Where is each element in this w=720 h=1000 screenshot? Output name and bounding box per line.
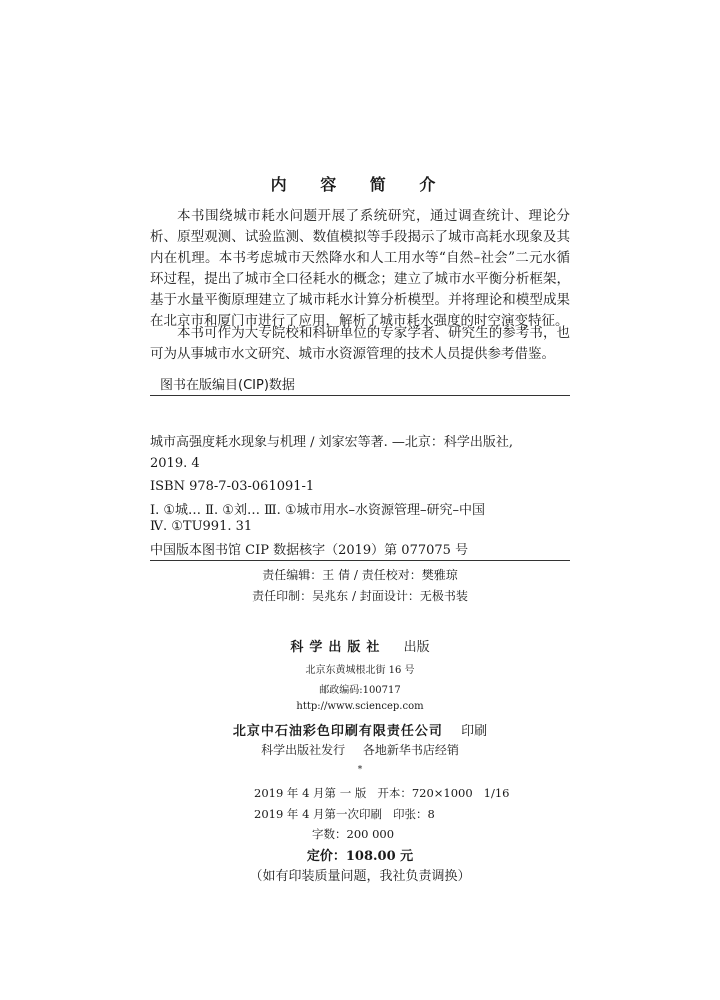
publisher-address: 北京东黄城根北街 16 号 (305, 665, 415, 676)
distribution-retailer: 各地新华书店经销 (362, 743, 459, 757)
printer-line (0, 720, 720, 739)
edition-line: 2019 年 4 月第 一 版 开本：720×1000 1/16 (254, 786, 510, 800)
distribution-issuer: 科学出版社发行 (261, 743, 346, 757)
credits-editors: 责任编辑：王 倩 / 责任校对：樊雅琼 (262, 568, 458, 582)
ornament-star: * (357, 765, 363, 775)
cip-title-text: 城市高强度耗水现象与机理 / 刘家宏等著. —北京：科学出版社, (150, 435, 514, 450)
publisher-website: http://www.sciencep.com (296, 701, 424, 712)
price-note: （如有印装质量问题，我社负责调换） (249, 869, 471, 884)
cip-record-number (150, 540, 570, 561)
publisher-line (0, 636, 720, 655)
distribution-line (0, 741, 720, 758)
cip-top-rule (150, 395, 570, 396)
summary-paragraph-2 (150, 323, 570, 365)
page-title: 内 容 简 介 (270, 175, 450, 194)
cip-date-text: 2019. 4 (150, 456, 200, 471)
cip-classification-2-text: Ⅳ. ①TU991. 31 (150, 519, 253, 534)
cip-bottom-rule (150, 560, 570, 561)
cip-record-text: 中国版本图书馆 CIP 数据核字（2019）第 077075 号 (150, 543, 469, 558)
printing-line: 2019 年 4 月第一次印刷 印张：8 (254, 807, 435, 821)
cip-heading: 图书在版编目(CIP)数据 (160, 378, 295, 393)
cip-classification-1-text: Ⅰ. ①城… Ⅱ. ①刘… Ⅲ. ①城市用水–水资源管理–研究–中国 (150, 503, 486, 518)
publisher-name: 科学出版社 (290, 640, 386, 655)
credits-production: 责任印制：吴兆东 / 封面设计：无极书装 (252, 589, 468, 603)
summary-paragraph-2-text: 本书可作为大专院校和科研单位的专家学者、研究生的参考书，也可为从事城市水文研究、城市水资源管理的技术人员提供参考借鉴。 (150, 325, 570, 362)
cip-line-date (150, 453, 570, 474)
printer-name: 北京中石油彩色印刷有限责任公司 (232, 724, 443, 739)
price: 定价：108.00 元 (306, 849, 414, 864)
cip-isbn (150, 476, 570, 497)
publisher-postcode: 邮政编码:100717 (319, 685, 401, 696)
summary-paragraph-1 (150, 206, 570, 332)
summary-paragraph-1-text: 本书围绕城市耗水问题开展了系统研究，通过调查统计、理论分析、原型观测、试验监测、数值模拟等手段揭示了城市高耗水现象及其内在机理。本书考虑城市天然降水和人工用水等“自然–社会”二元水循环过程，提出了城市全口径耗水的概念；建立了城市水平衡分析框架，基于水量平衡原理建立了城市耗水计算分析模型。并将理论和模型成果在北京市和厦门市进行了应用，解析了城市耗水强度的时空演变特征。 (150, 208, 570, 329)
printer-action: 印刷 (461, 724, 488, 739)
word-count: 字数：200 000 (312, 827, 395, 841)
cip-line-title (150, 432, 570, 453)
cip-isbn-text: ISBN 978-7-03-061091-1 (150, 479, 315, 494)
publisher-action: 出版 (403, 640, 430, 655)
cip-classification-2 (150, 516, 570, 537)
